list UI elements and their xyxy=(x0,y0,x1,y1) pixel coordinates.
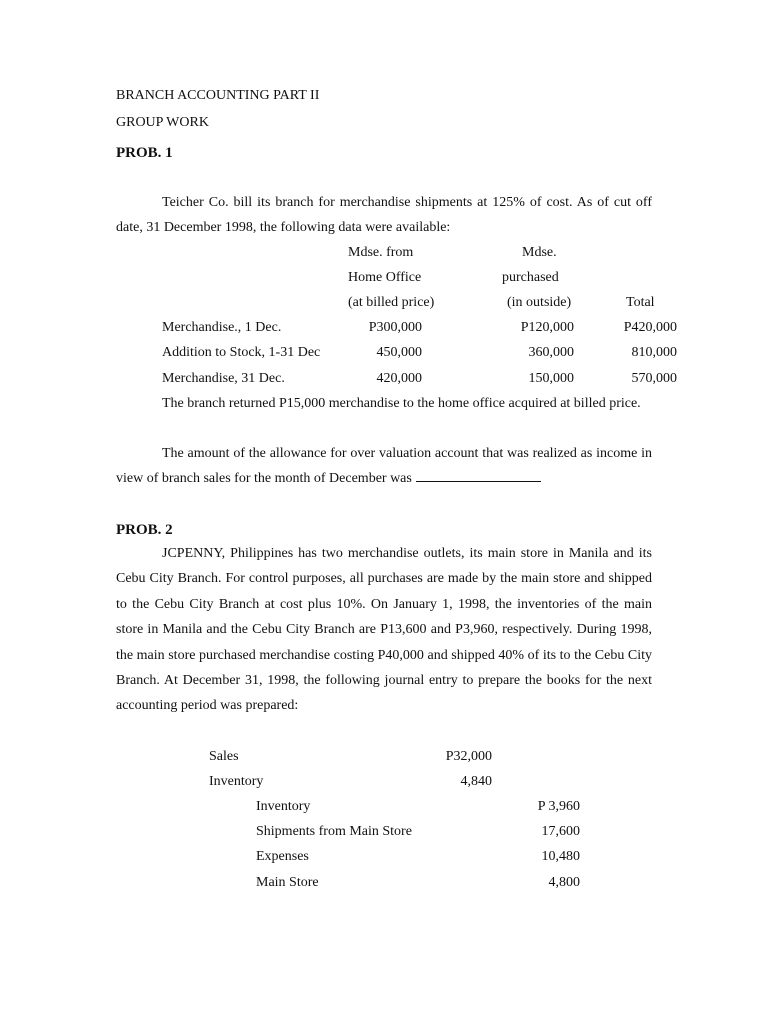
prob1-intro xyxy=(116,190,652,241)
credit-account: Inventory xyxy=(256,799,311,814)
row-total: 570,000 xyxy=(631,371,677,386)
prob1-note xyxy=(116,391,652,416)
prob1-question xyxy=(116,441,652,492)
row-home: P300,000 xyxy=(368,320,422,335)
col-out-2: purchased xyxy=(502,270,559,285)
row-total: 810,000 xyxy=(631,345,677,360)
debit-amount: P32,000 xyxy=(445,749,492,764)
credit-amount: 17,600 xyxy=(541,824,580,839)
row-outside: 360,000 xyxy=(528,345,574,360)
credit-amount: 4,800 xyxy=(548,875,580,890)
row-label: Merchandise, 31 Dec. xyxy=(162,371,285,386)
row-home: 450,000 xyxy=(376,345,422,360)
credit-account: Shipments from Main Store xyxy=(256,824,412,839)
prob1-intro-text: Teicher Co. bill its branch for merchandise shipments at 125% of cost. As of cut off date, 31 December 1998, the following data were available: xyxy=(116,195,652,236)
credit-account: Main Store xyxy=(256,875,319,890)
row-total: P420,000 xyxy=(623,320,677,335)
credit-amount: 10,480 xyxy=(541,849,580,864)
document-subtitle: GROUP WORK xyxy=(116,115,209,130)
row-label: Merchandise., 1 Dec. xyxy=(162,320,282,335)
row-home: 420,000 xyxy=(376,371,422,386)
col-home-3: (at billed price) xyxy=(348,295,435,310)
prob2-text-body: JCPENNY, Philippines has two merchandise outlets, its main store in Manila and its Cebu City Branch. For control purposes, all purchases are made by the main store and shipped to the Cebu City Branch at cost plus 10%. On January 1, 1998, the inventories of the main store in Manila and the Cebu City Branch are P13,600 and P3,960, respectively. During 1998, the main store purchased merchandise costing P40,000 and shipped 40% of its to the Cebu City Branch. At December 31, 1998, the following journal entry to prepare the books for the next accounting period was prepared: xyxy=(116,546,652,714)
prob1-question-text: The amount of the allowance for over valuation account that was realized as income in view of branch sales for the month of December was xyxy=(116,446,652,487)
prob2-heading: PROB. 2 xyxy=(116,522,173,538)
row-outside: 150,000 xyxy=(528,371,574,386)
prob2-text xyxy=(116,541,652,719)
credit-amount: P 3,960 xyxy=(537,799,580,814)
col-home-2: Home Office xyxy=(348,270,422,285)
debit-account: Inventory xyxy=(209,774,264,789)
credit-account: Expenses xyxy=(256,849,309,864)
prob1-heading: PROB. 1 xyxy=(116,145,173,161)
debit-account: Sales xyxy=(209,749,239,764)
col-out-3: (in outside) xyxy=(507,295,572,310)
row-label: Addition to Stock, 1-31 Dec xyxy=(162,345,321,360)
col-total: Total xyxy=(626,295,655,310)
prob1-note-text: The branch returned P15,000 merchandise to the home office acquired at billed price. xyxy=(162,396,641,411)
debit-amount: 4,840 xyxy=(460,774,492,789)
row-outside: P120,000 xyxy=(520,320,574,335)
document-title: BRANCH ACCOUNTING PART II xyxy=(116,88,320,103)
col-home-1: Mdse. from xyxy=(348,245,414,260)
answer-blank[interactable] xyxy=(416,469,541,482)
col-out-1: Mdse. xyxy=(522,245,557,260)
